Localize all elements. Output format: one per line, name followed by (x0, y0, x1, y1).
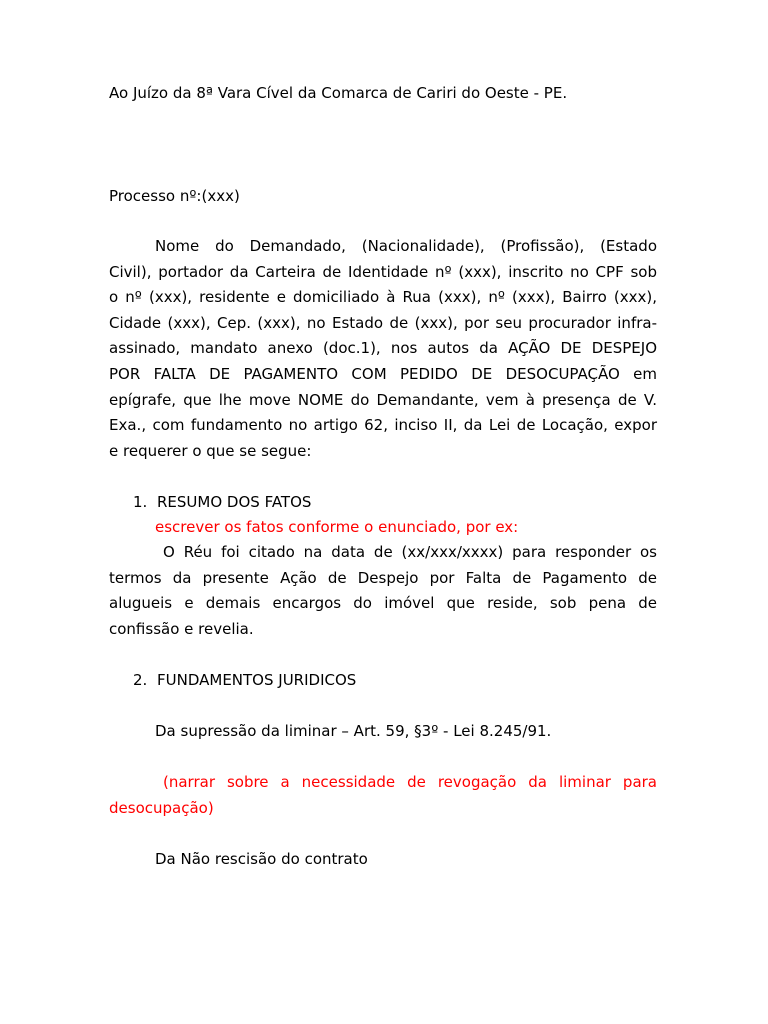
section2-subtitle-liminar: Da supressão da liminar – Art. 59, §3º - Lei 8.245/91. (155, 722, 552, 740)
section2-note-line: (narrar sobre a necessidade de revogação da liminar para (163, 773, 657, 791)
section2-note (109, 770, 657, 821)
section1-line: termos da presente Ação de Despejo por Falta de Pagamento de (109, 568, 657, 587)
section2-title: FUNDAMENTOS JURIDICOS (157, 671, 357, 689)
intro-line: epígrafe, que lhe move NOME do Demandante, vem à presença de V. (109, 390, 657, 409)
intro-paragraph (109, 234, 657, 464)
intro-line: POR FALTA DE PAGAMENTO COM PEDIDO DE DESOCUPAÇÃO em (109, 364, 657, 383)
section2-subtitle-rescisao: Da Não rescisão do contrato (155, 850, 368, 868)
intro-line: assinado, mandato anexo (doc.1), nos autos da AÇÃO DE DESPEJO (109, 339, 657, 358)
section1-heading (133, 493, 311, 511)
section1-instruction: escrever os fatos conforme o enunciado, por ex: (155, 518, 519, 536)
process-number: Processo nº:(xxx) (109, 187, 240, 205)
intro-line: Nome do Demandado, (Nacionalidade), (Profissão), (Estado (155, 237, 657, 255)
intro-line: e requerer o que se segue: (109, 441, 312, 460)
section1-number: 1. (133, 493, 148, 511)
section2-note-line: desocupação) (109, 798, 214, 817)
section1-line: alugueis e demais encargos do imóvel que reside, sob pena de (109, 594, 657, 613)
section2-heading (133, 671, 356, 689)
section1-line: confissão e revelia. (109, 619, 254, 638)
intro-line: Cidade (xxx), Cep. (xxx), no Estado de (xxx), por seu procurador infra- (109, 313, 657, 332)
intro-line: Exa., com fundamento no artigo 62, inciso II, da Lei de Locação, expor (109, 416, 657, 435)
intro-line: Civil), portador da Carteira de Identidade nº (xxx), inscrito no CPF sob (109, 262, 657, 281)
section2-number: 2. (133, 671, 148, 689)
section1-line: O Réu foi citado na data de (xx/xxx/xxxx) para responder os (163, 543, 657, 561)
court-address: Ao Juízo da 8ª Vara Cível da Comarca de Cariri do Oeste - PE. (109, 84, 568, 102)
intro-line: o nº (xxx), residente e domiciliado à Rua (xxx), nº (xxx), Bairro (xxx), (109, 288, 657, 307)
section1-paragraph (109, 540, 657, 642)
section1-title: RESUMO DOS FATOS (157, 493, 312, 511)
